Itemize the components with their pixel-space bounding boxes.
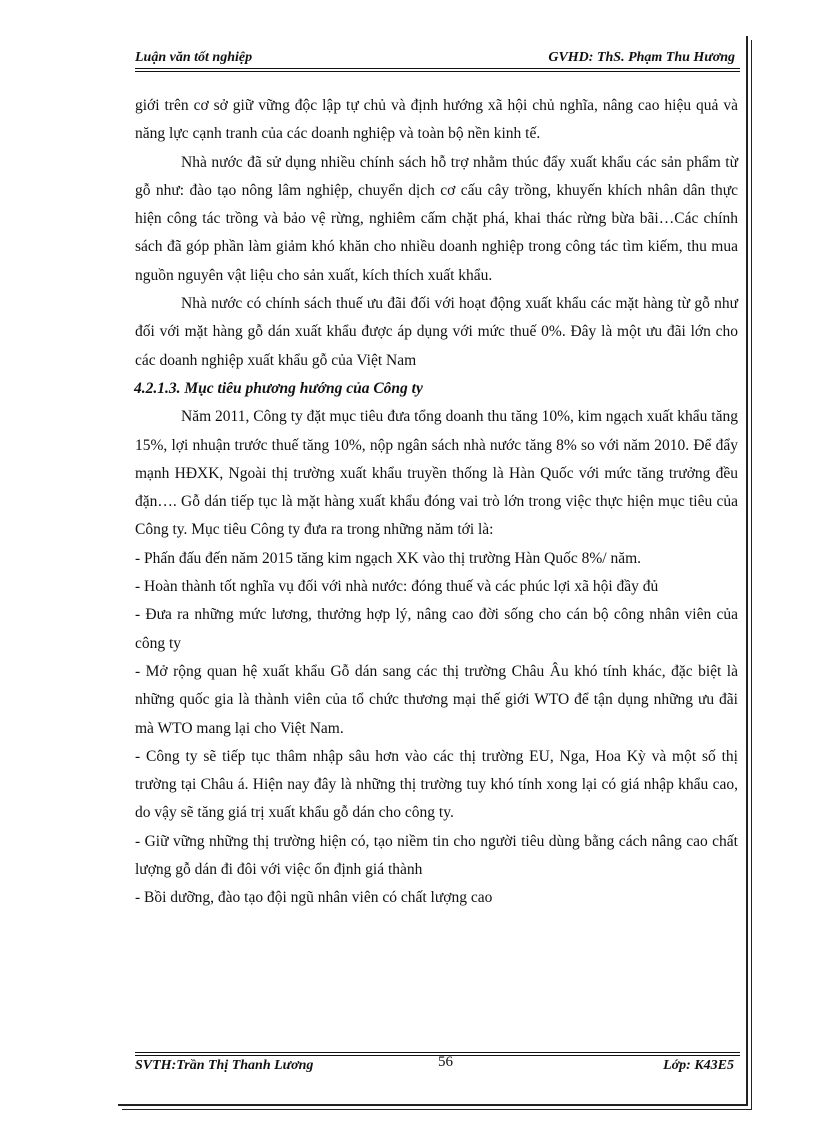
header-thesis-label: Luận văn tốt nghiệp	[135, 50, 253, 65]
footer-student: SVTH:Trần Thị Thanh Lương	[135, 1058, 314, 1073]
page-number: 56	[438, 1054, 453, 1070]
paragraph-continuation: giới trên cơ sở giữ vững độc lập tự chủ và định hướng xã hội chủ nghĩa, nâng cao hiệu quả và năng lực cạnh tranh của các doanh nghiệp và toàn bộ nền kinh tế.	[135, 97, 738, 143]
paragraph-company-targets: Năm 2011, Công ty đặt mục tiêu đưa tổng doanh thu tăng 10%, kim ngạch xuất khẩu tăng 15%, lợi nhuận trước thuế tăng 10%, nộp ngân sách nhà nước tăng 8% so với năm 2010. Để đẩy mạnh HĐXK, Ngoài thị trường xuất khẩu truyền thống là Hàn Quốc với mức tăng trưởng đều đặn…. Gỗ dán tiếp tục là mặt hàng xuất khẩu đóng vai trò lớn trong việc thực hiện mục tiêu của Công ty. Mục tiêu Công ty đưa ra trong những năm tới là:	[135, 408, 738, 539]
page-footer	[135, 1054, 740, 1078]
section-heading: 4.2.1.3. Mục tiêu phương hướng của Công ty	[134, 379, 423, 397]
paragraph-tax-policy: Nhà nước có chính sách thuế ưu đãi đối với hoạt động xuất khẩu các mặt hàng từ gỗ như đối với mặt hàng gỗ dán xuất khẩu được áp dụng với mức thuế 0%. Đây là một ưu đãi lớn cho các doanh nghiệp xuất khẩu gỗ của Việt Nam	[135, 295, 738, 369]
paragraph-support-policies: Nhà nước đã sử dụng nhiều chính sách hỗ trợ nhằm thúc đẩy xuất khẩu các sản phẩm từ gỗ như: đào tạo nông lâm nghiệp, chuyển dịch cơ cấu cây trồng, khuyến khích nhân dân thực hiện công tác trồng và bảo vệ rừng, nghiêm cấm chặt phá, khai thác rừng bừa bãi…Các chính sách đã góp phần làm giảm khó khăn cho nhiều doanh nghiệp trong công tác tìm kiếm, thu mua nguồn nguyên vật liệu cho sản xuất, kích thích xuất khẩu.	[135, 153, 738, 284]
footer-class: Lớp: K43E5	[663, 1058, 734, 1073]
header-divider	[135, 68, 740, 72]
list-item: - Giữ vững những thị trường hiện có, tạo niềm tin cho người tiêu dùng bằng cách nâng cao chất lượng gỗ dán đi đôi với việc ổn định giá thành	[135, 832, 738, 879]
list-item: - Phấn đấu đến năm 2015 tăng kim ngạch XK vào thị trường Hàn Quốc 8%/ năm.	[135, 549, 642, 567]
list-item: - Mở rộng quan hệ xuất khẩu Gỗ dán sang các thị trường Châu Âu khó tính khác, đặc biệt là những quốc gia là thành viên của tổ chức thương mại thế giới WTO để tận dụng những ưu đãi mà WTO mang lại cho Việt Nam.	[135, 662, 738, 737]
page-header	[135, 50, 735, 70]
list-item: - Hoàn thành tốt nghĩa vụ đối với nhà nước: đóng thuế và các phúc lợi xã hội đầy đủ	[135, 578, 659, 596]
list-item: - Bồi dưỡng, đào tạo đội ngũ nhân viên có chất lượng cao	[135, 889, 493, 907]
list-item: - Đưa ra những mức lương, thưởng hợp lý, nâng cao đời sống cho cán bộ công nhân viên của công ty	[135, 606, 738, 652]
document-body	[135, 92, 738, 913]
list-item: - Công ty sẽ tiếp tục thâm nhập sâu hơn vào các thị trường EU, Nga, Hoa Kỳ và một số thị trường tại Châu á. Hiện nay đây là những thị trường tuy khó tính xong lại có giá nhập khẩu cao, do vậy sẽ tăng giá trị xuất khẩu gỗ dán cho công ty.	[135, 747, 738, 822]
header-advisor: GVHD: ThS. Phạm Thu Hương	[548, 50, 735, 65]
